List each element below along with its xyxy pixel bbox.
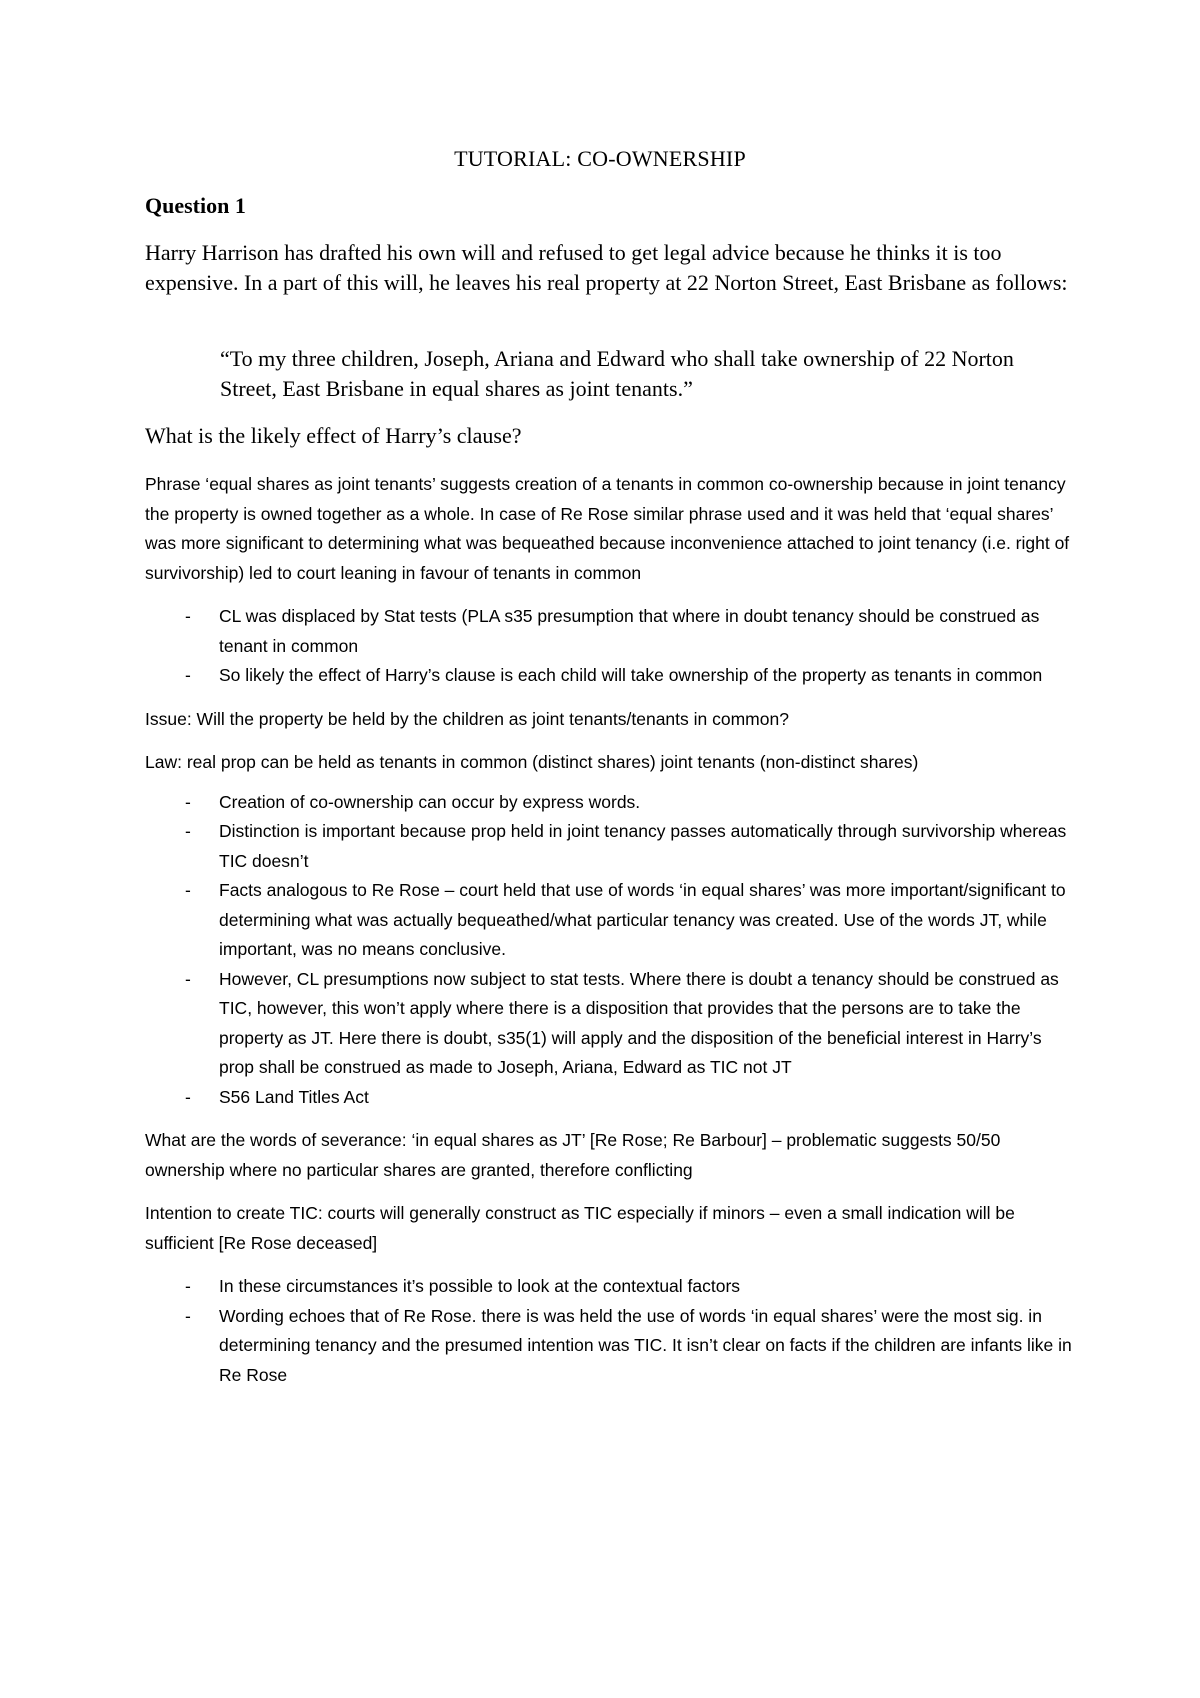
dash-bullet: - <box>185 968 191 989</box>
list-item <box>145 1083 1075 1113</box>
issue-paragraph: Issue: Will the property be held by the children as joint tenants/tenants in common? <box>145 708 789 729</box>
dash-bullet: - <box>185 1086 191 1107</box>
list-item <box>145 817 1075 876</box>
question-heading: Question 1 <box>145 193 246 218</box>
dash-bullet: - <box>185 606 191 626</box>
list-item-text: CL was displaced by Stat tests (PLA s35 presumption that where in doubt tenancy should be construed as tenant in common <box>219 606 1040 656</box>
page-title: TUTORIAL: CO-OWNERSHIP <box>454 146 746 171</box>
bullet-list-stat-tests <box>145 602 1075 691</box>
list-item <box>145 661 1075 691</box>
bullet-list-contextual <box>145 1272 1075 1390</box>
list-item-text: Facts analogous to Re Rose – court held that use of words ‘in equal shares’ was more important/significant to determining what was actually bequeathed/what particular tenancy was created. Use of the words JT, while important, was no means conclusive. <box>219 880 1066 959</box>
list-item <box>145 876 1075 965</box>
list-item <box>145 1302 1075 1391</box>
dash-bullet: - <box>185 821 191 841</box>
dash-bullet: - <box>185 791 191 812</box>
question-prompt: What is the likely effect of Harry’s clause? <box>145 423 522 448</box>
bullet-list-law <box>145 788 1075 1113</box>
dash-bullet: - <box>185 880 191 900</box>
intention-paragraph: Intention to create TIC: courts will generally construct as TIC especially if minors – even a small indication will be sufficient [Re Rose deceased] <box>145 1203 1015 1253</box>
list-item-text: Creation of co-ownership can occur by express words. <box>219 791 641 812</box>
law-paragraph: Law: real prop can be held as tenants in common (distinct shares) joint tenants (non-distinct shares) <box>145 752 919 772</box>
dash-bullet: - <box>185 1276 191 1296</box>
list-item-text: However, CL presumptions now subject to stat tests. Where there is doubt a tenancy should be construed as TIC, however, this won’t apply where there is a disposition that provides that the persons are to take the property as JT. Here there is doubt, s35(1) will apply and the disposition of the beneficial interest in Harry’s prop shall be construed as made to Joseph, Ariana, Edward as TIC not JT <box>219 968 1059 1077</box>
dash-bullet: - <box>185 1305 191 1326</box>
list-item-text: So likely the effect of Harry’s clause is each child will take ownership of the property as tenants in common <box>219 665 1043 685</box>
list-item <box>145 965 1075 1083</box>
list-item <box>145 788 1075 818</box>
list-item-text: S56 Land Titles Act <box>219 1086 369 1107</box>
list-item-text: Wording echoes that of Re Rose. there is was held the use of words ‘in equal shares’ were the most sig. in determining tenancy and the presumed intention was TIC. It isn’t clear on facts if the children are infants like in Re Rose <box>219 1305 1072 1385</box>
list-item <box>145 1272 1075 1302</box>
list-item-text: In these circumstances it’s possible to look at the contextual factors <box>219 1276 741 1296</box>
list-item-text: Distinction is important because prop held in joint tenancy passes automatically through survivorship whereas TIC doesn’t <box>219 821 1067 871</box>
answer-body <box>145 470 1075 1404</box>
severance-paragraph: What are the words of severance: ‘in equal shares as JT’ [Re Rose; Re Barbour] – problematic suggests 50/50 ownership where no particular shares are granted, therefore conflicting <box>145 1130 1001 1180</box>
will-clause-quote: “To my three children, Joseph, Ariana and Edward who shall take ownership of 22 Norton Street, East Brisbane in equal shares as joint tenants.” <box>220 346 1014 401</box>
dash-bullet: - <box>185 665 191 685</box>
list-item <box>145 602 1075 661</box>
question-text: Harry Harrison has drafted his own will and refused to get legal advice because he thinks it is too expensive. In a part of this will, he leaves his real property at 22 Norton Street, East Brisbane as follows: <box>145 240 1068 295</box>
answer-paragraph-intro: Phrase ‘equal shares as joint tenants’ suggests creation of a tenants in common co-ownership because in joint tenancy the property is owned together as a whole. In case of Re Rose similar phrase used and it was held that ‘equal shares’ was more significant to determining what was bequeathed because inconvenience attached to joint tenancy (i.e. right of survivorship) led to court leaning in favour of tenants in common <box>145 474 1070 583</box>
